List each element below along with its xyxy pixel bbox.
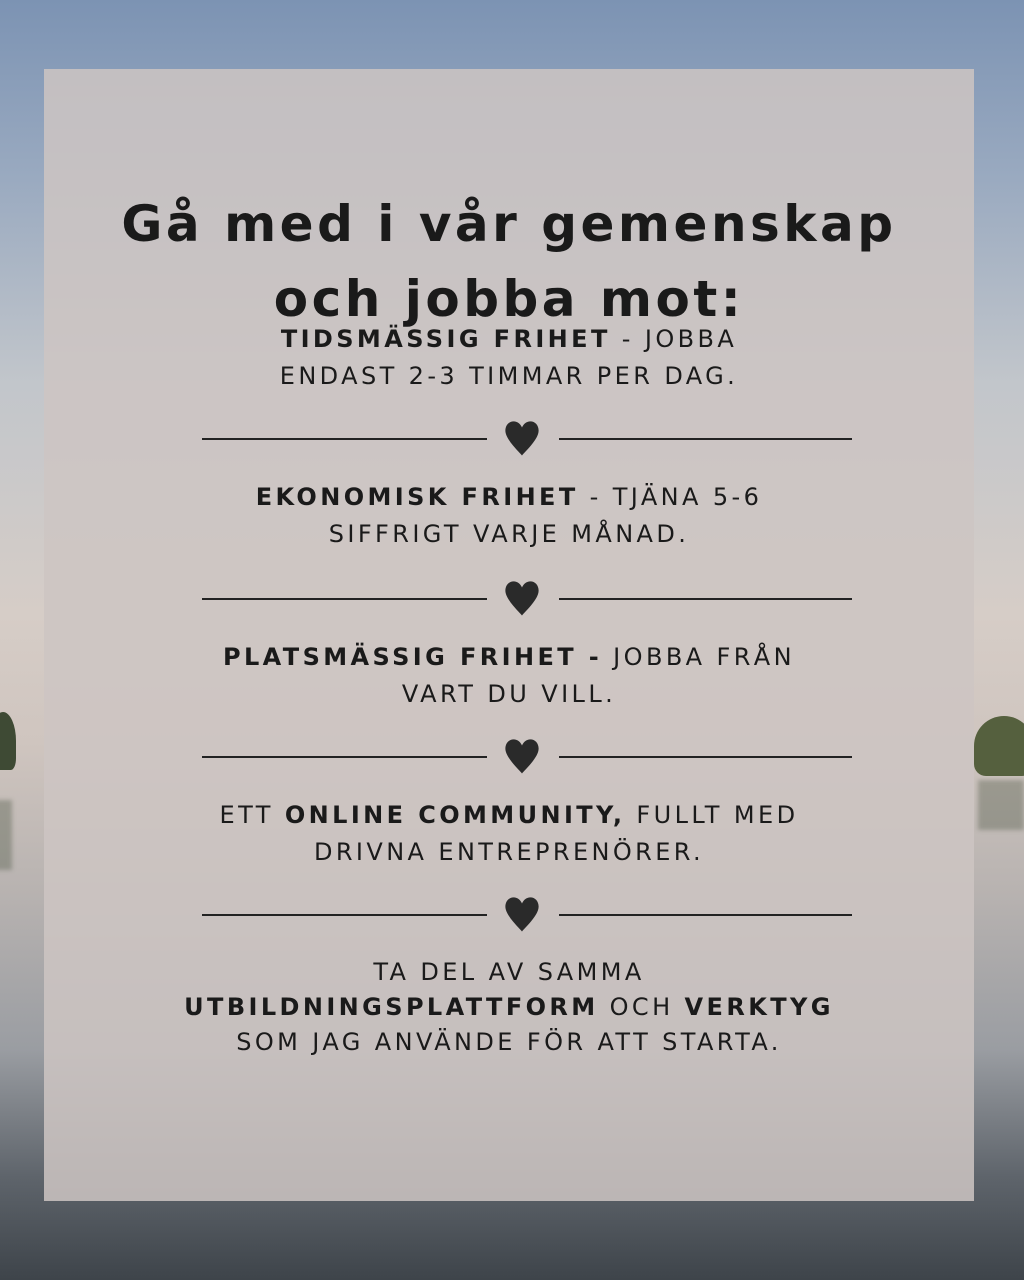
benefit-text: OCH — [598, 993, 685, 1021]
heart-icon — [501, 893, 543, 935]
benefit-heading: ONLINE COMMUNITY, — [284, 801, 626, 829]
benefit-text-line-2: SIFFRIGT VARJE MÅNAD. — [328, 520, 690, 548]
divider — [202, 577, 852, 621]
benefit-text: - JOBBA — [610, 325, 738, 353]
benefit-text-line-2: VART DU VILL. — [401, 680, 617, 708]
benefit-text: ETT — [219, 801, 285, 829]
heart-icon — [501, 577, 543, 619]
divider — [202, 735, 852, 779]
divider-line-right — [559, 914, 852, 916]
info-card — [44, 69, 974, 1201]
benefit-training-platform — [134, 955, 884, 1060]
benefit-text-line-2: ENDAST 2-3 TIMMAR PER DAG. — [279, 362, 739, 390]
page-title — [44, 187, 974, 337]
benefit-location-freedom — [134, 639, 884, 713]
benefit-heading: UTBILDNINGSPLATTFORM — [184, 993, 599, 1021]
benefit-heading: TIDSMÄSSIG FRIHET — [280, 325, 611, 353]
divider-line-right — [559, 598, 852, 600]
title-line-1: Gå med i vår gemenskap — [121, 195, 897, 253]
tree-left — [0, 712, 16, 770]
divider-line-right — [559, 438, 852, 440]
tree-reflection-right — [978, 780, 1024, 830]
tree-right — [974, 716, 1024, 776]
heart-icon — [501, 735, 543, 777]
benefit-online-community — [134, 797, 884, 871]
benefit-economic-freedom — [134, 479, 884, 553]
divider — [202, 417, 852, 461]
title-line-2: och jobba mot: — [273, 270, 745, 328]
divider-line-left — [202, 914, 487, 916]
divider — [202, 893, 852, 937]
benefit-text-line-3: SOM JAG ANVÄNDE FÖR ATT STARTA. — [236, 1028, 782, 1056]
divider-line-left — [202, 598, 487, 600]
benefit-heading: EKONOMISK FRIHET — [255, 483, 579, 511]
benefit-text: FULLT MED — [625, 801, 799, 829]
divider-line-right — [559, 756, 852, 758]
benefit-text: - TJÄNA 5-6 — [578, 483, 763, 511]
benefit-time-freedom — [134, 321, 884, 395]
divider-line-left — [202, 756, 487, 758]
benefit-text: JOBBA FRÅN — [602, 643, 795, 671]
divider-line-left — [202, 438, 487, 440]
heart-icon — [501, 417, 543, 459]
benefit-heading: PLATSMÄSSIG FRIHET - — [223, 643, 603, 671]
benefit-text-line-2: DRIVNA ENTREPRENÖRER. — [313, 838, 705, 866]
benefit-text: TA DEL AV SAMMA — [373, 958, 645, 986]
tree-reflection-left — [0, 800, 12, 870]
benefit-heading: VERKTYG — [684, 993, 834, 1021]
